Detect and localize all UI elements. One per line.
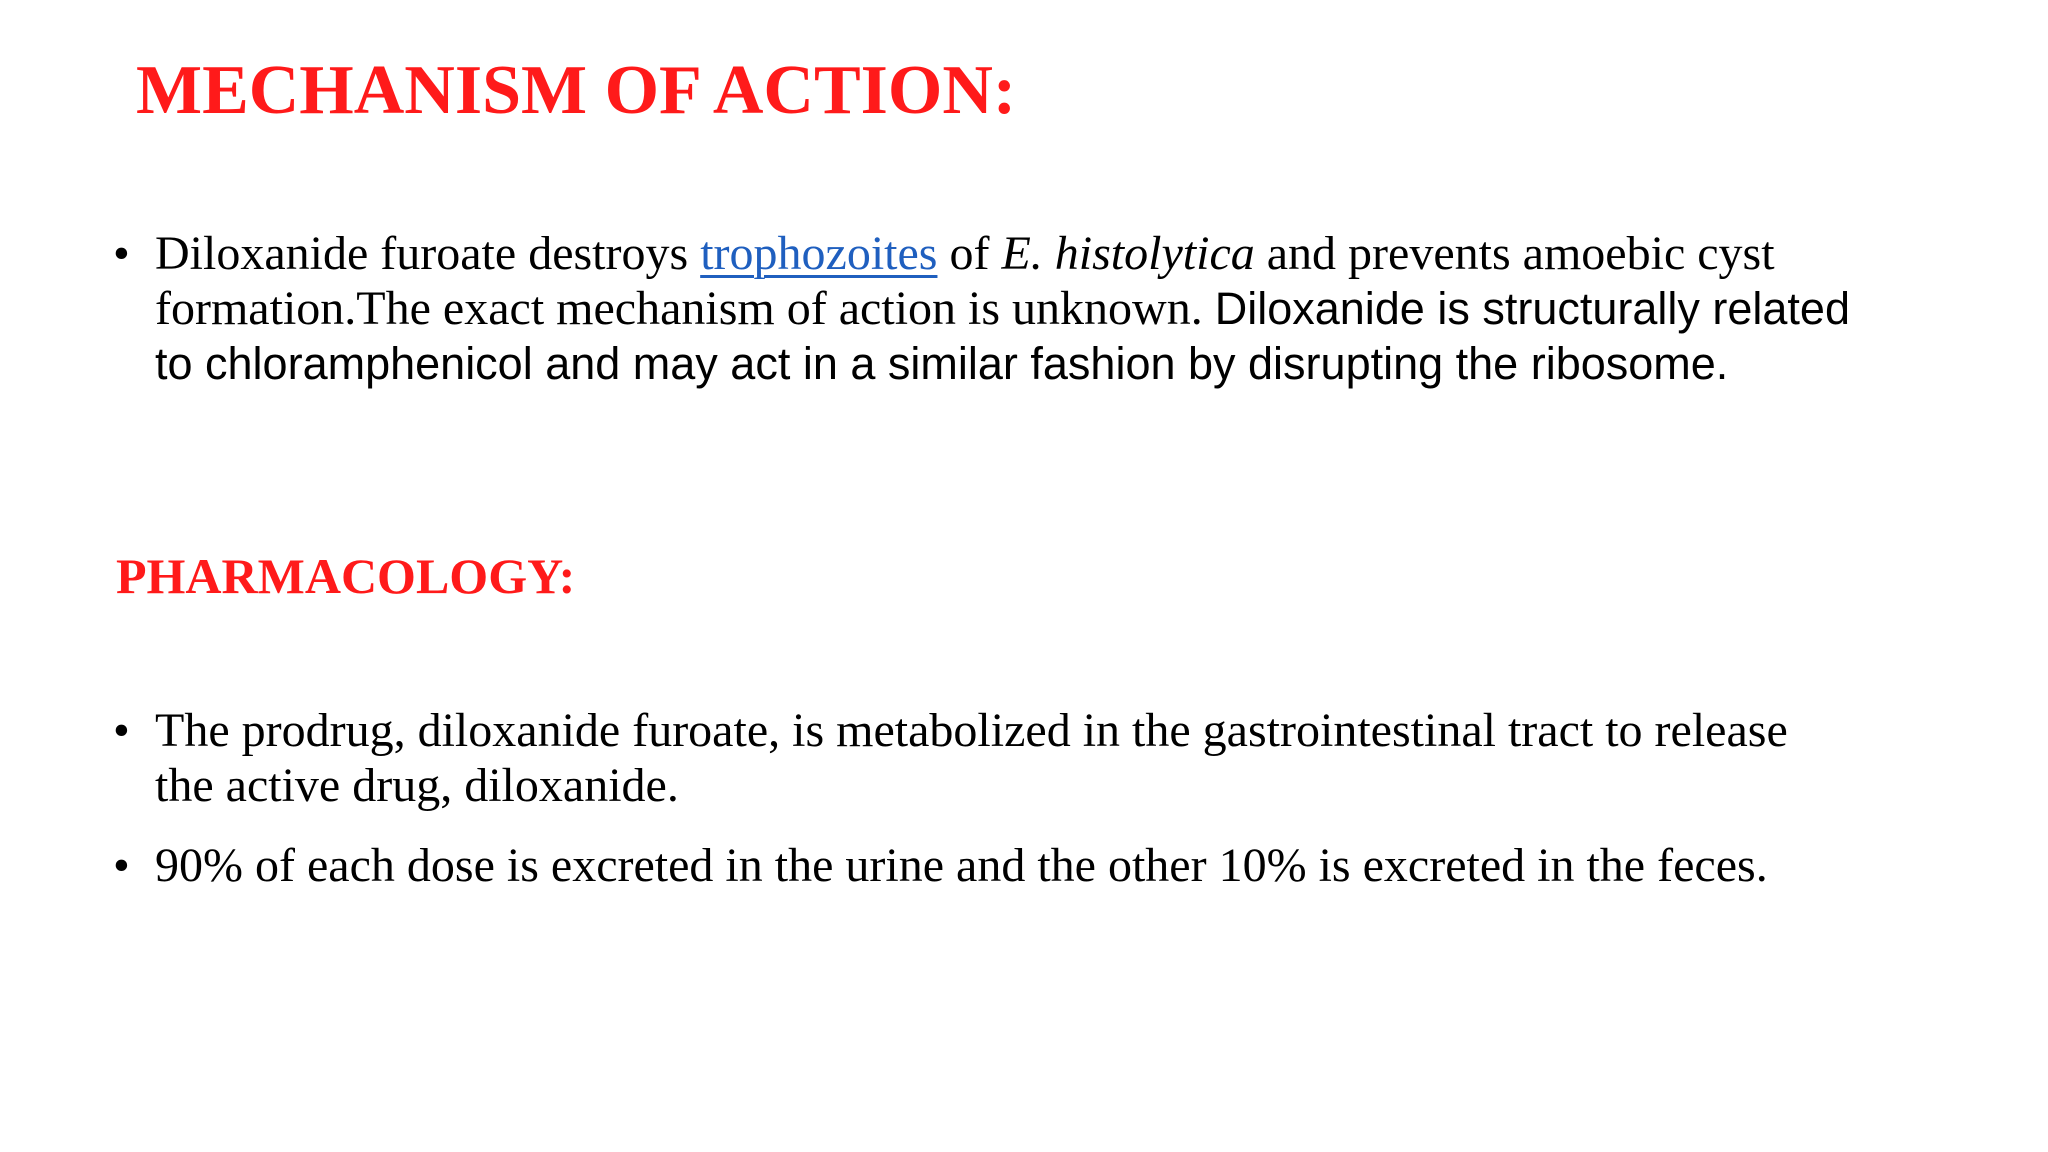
pharmacology-text-2: 90% of each dose is excreted in the urine and the other 10% is excreted in the feces.: [155, 839, 1768, 892]
bullet-dot-icon: •: [113, 704, 130, 757]
slide-title: MECHANISM OF ACTION:: [136, 52, 1017, 129]
bullet-dot-icon: •: [113, 227, 130, 280]
mechanism-text-part2: of: [937, 227, 1002, 280]
organism-name: E. histolytica: [1001, 227, 1255, 280]
pharmacology-heading: PHARMACOLOGY:: [116, 548, 576, 604]
pharmacology-bullet-2: [113, 838, 1855, 893]
bullet-dot-icon: •: [113, 839, 130, 892]
mechanism-bullet: [113, 226, 1855, 391]
pharmacology-text-1: The prodrug, diloxanide furoate, is metabolized in the gastrointestinal tract to release the active drug, diloxanide.: [155, 704, 1788, 812]
mechanism-text-part4: Diloxanide is structurally related to chloramphenicol and may act in a similar fashion by disrupting the ribosome.: [155, 283, 1850, 389]
mechanism-text-part1: Diloxanide furoate destroys: [155, 227, 701, 280]
pharmacology-bullet-1: [113, 703, 1855, 813]
mechanism-text-part3: and prevents amoebic cyst formation.The exact mechanism of action is unknown.: [155, 227, 1775, 335]
trophozoites-link[interactable]: trophozoites: [700, 227, 938, 280]
